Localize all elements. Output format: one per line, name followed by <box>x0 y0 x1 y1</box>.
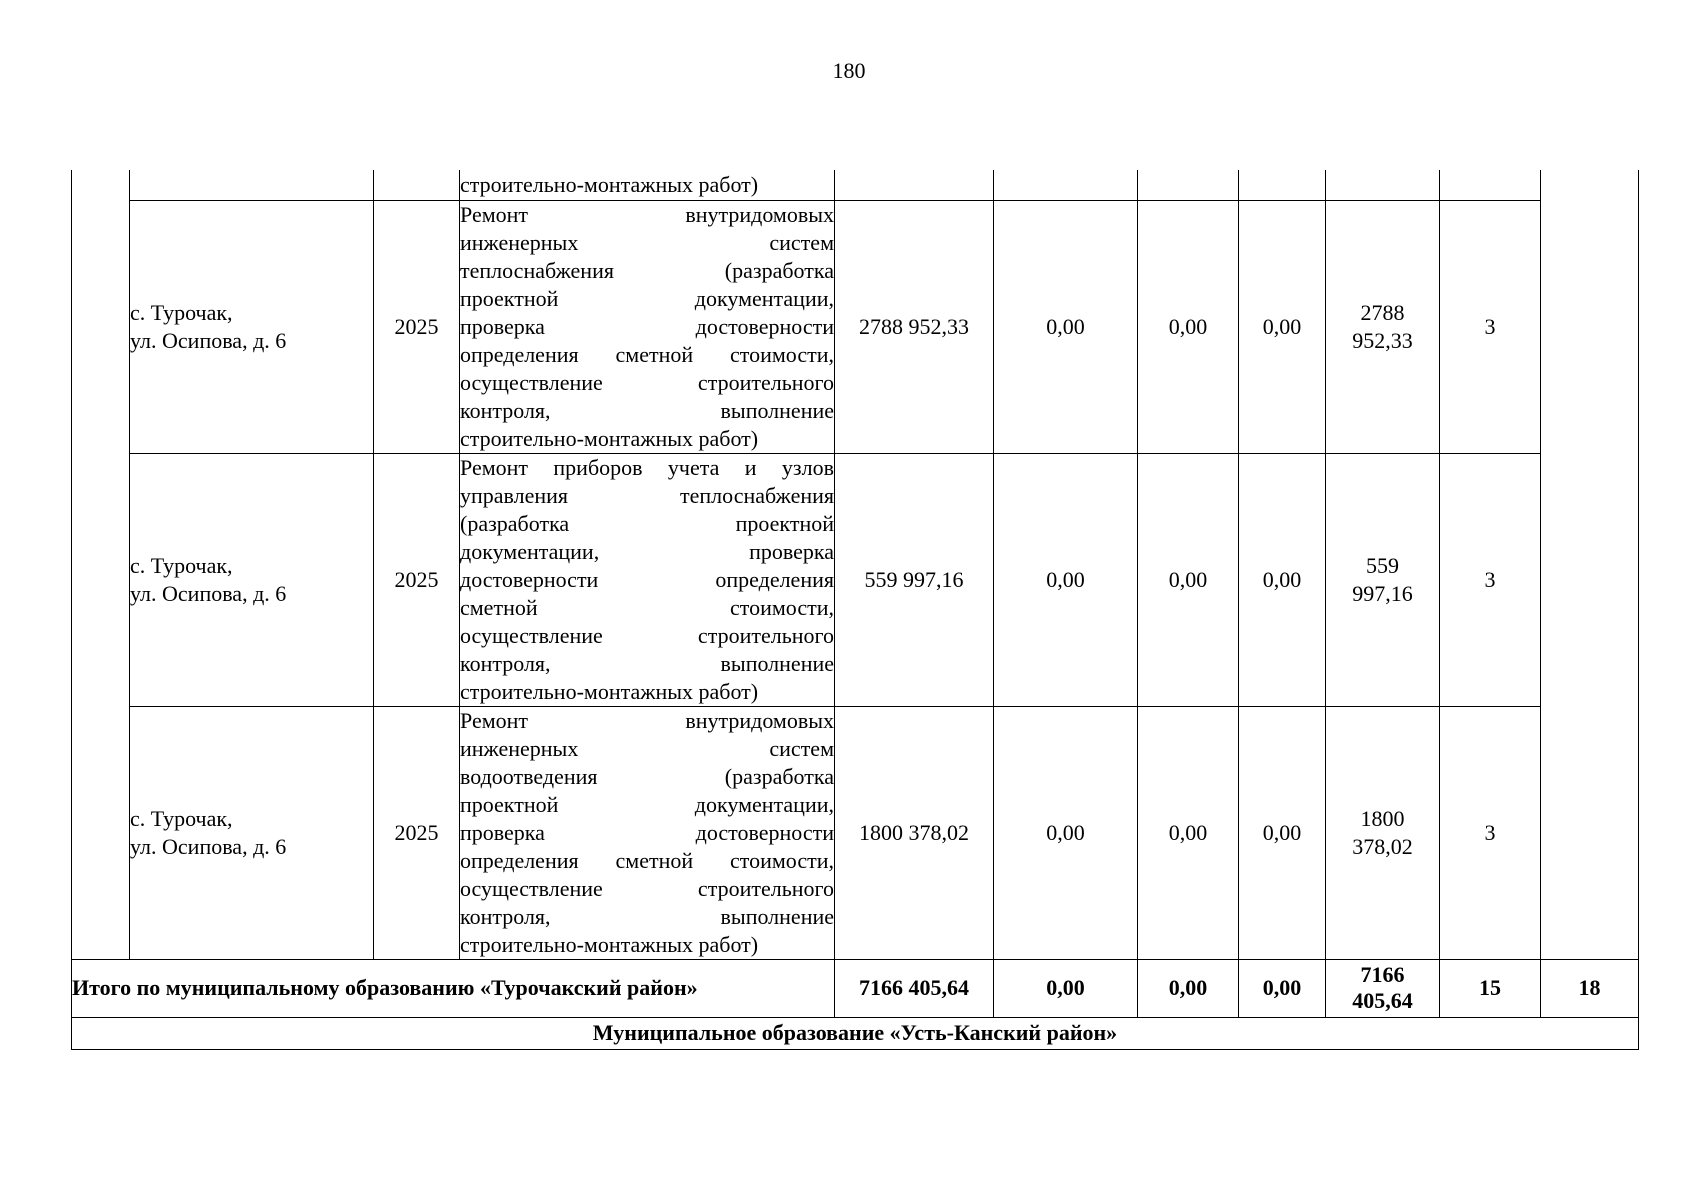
count-cell: 3 <box>1440 706 1541 959</box>
continuation-description: строительно-монтажных работ) <box>460 170 835 200</box>
owners-funds-cell: 559 997,16 <box>1326 453 1440 706</box>
fund-cell: 0,00 <box>994 706 1138 959</box>
fund-cell: 0,00 <box>1138 200 1239 453</box>
row-number-cell <box>72 170 130 959</box>
total-cost-cell: 1800 378,02 <box>835 706 994 959</box>
continuation-row <box>72 170 1639 200</box>
total-cost-cell: 559 997,16 <box>835 453 994 706</box>
year-cell: 2025 <box>374 453 460 706</box>
page-number: 180 <box>832 58 866 83</box>
table-row <box>72 200 1639 453</box>
fund-cell: 0,00 <box>1239 959 1326 1017</box>
houses-count-cell <box>1541 170 1639 959</box>
address-cell: с. Турочак, ул. Осипова, д. 6 <box>130 706 374 959</box>
year-cell: 2025 <box>374 706 460 959</box>
total-cost-cell: 2788 952,33 <box>835 200 994 453</box>
year-cell: 2025 <box>374 200 460 453</box>
fund-cell: 0,00 <box>1239 706 1326 959</box>
fund-cell: 0,00 <box>1239 453 1326 706</box>
section-heading: Муниципальное образование «Усть-Канский район» <box>72 1017 1639 1049</box>
count-cell: 3 <box>1440 200 1541 453</box>
table-row <box>72 453 1639 706</box>
work-description: Ремонт внутридомовых инженерных систем водоотведения (разработка проектной документации, проверка достоверности определения сметной стоимости, осуществление строительного контроля, выполнение строительно-монтажных работ) <box>460 706 835 959</box>
owners-funds-cell: 1800 378,02 <box>1326 706 1440 959</box>
fund-cell: 0,00 <box>994 959 1138 1017</box>
owners-funds-cell: 2788 952,33 <box>1326 200 1440 453</box>
fund-cell: 0,00 <box>994 200 1138 453</box>
fund-cell: 0,00 <box>1138 706 1239 959</box>
fund-cell: 0,00 <box>994 453 1138 706</box>
total-row <box>72 959 1639 1017</box>
owners-funds-cell: 7166 405,64 <box>1326 959 1440 1017</box>
work-description: Ремонт приборов учета и узлов управления теплоснабжения (разработка проектной документации, проверка достоверности определения сметной стоимости, осуществление строительного контроля, выполнение строительно-монтажных работ) <box>460 453 835 706</box>
count-cell: 15 <box>1440 959 1541 1017</box>
work-description: Ремонт внутридомовых инженерных систем теплоснабжения (разработка проектной документации, проверка достоверности определения сметной стоимости, осуществление строительного контроля, выполнение строительно-монтажных работ) <box>460 200 835 453</box>
table-row <box>72 706 1639 959</box>
address-cell: с. Турочак, ул. Осипова, д. 6 <box>130 200 374 453</box>
capital-repair-table <box>71 170 1639 1050</box>
fund-cell: 0,00 <box>1239 200 1326 453</box>
total-cost-cell: 7166 405,64 <box>835 959 994 1017</box>
fund-cell: 0,00 <box>1138 959 1239 1017</box>
total-label: Итого по муниципальному образованию «Турочакский район» <box>72 959 835 1017</box>
fund-cell: 0,00 <box>1138 453 1239 706</box>
address-cell: с. Турочак, ул. Осипова, д. 6 <box>130 453 374 706</box>
houses-count-cell: 18 <box>1541 959 1639 1017</box>
count-cell: 3 <box>1440 453 1541 706</box>
section-heading-row <box>72 1017 1639 1049</box>
